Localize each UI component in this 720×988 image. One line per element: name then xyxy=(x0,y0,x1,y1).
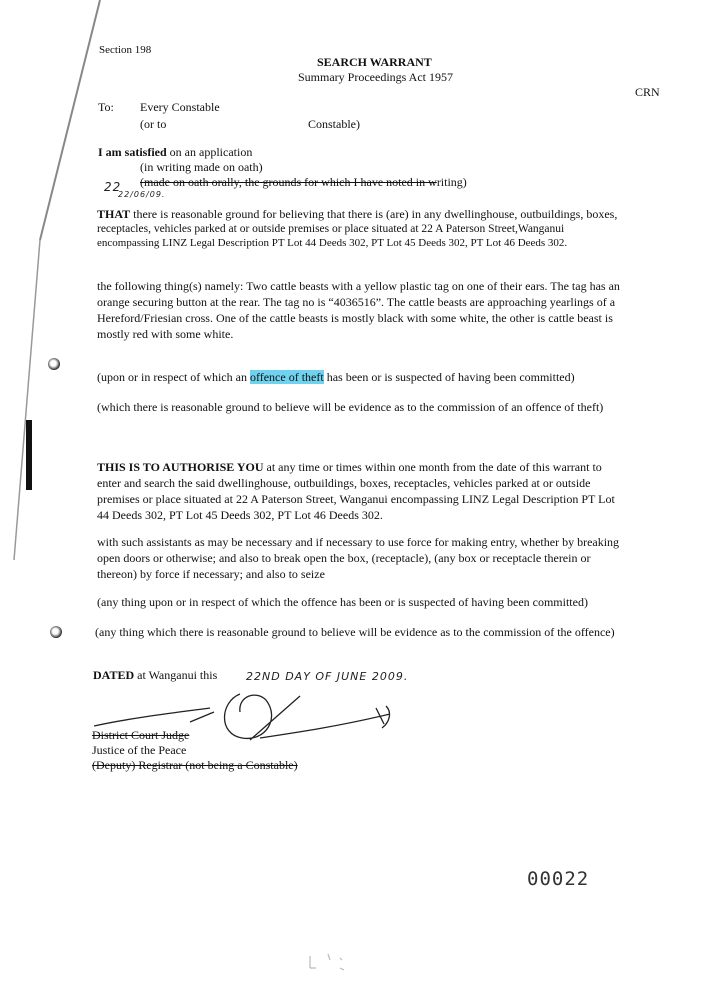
satisfied-option-orally xyxy=(140,174,467,190)
handwritten-date: 22ND DAY OF JUNE 2009. xyxy=(246,670,409,683)
authorise-line2: enter and search the said dwellinghouse, outbuildings, boxes, receptacles, vehicles parked at or outside xyxy=(97,476,591,490)
authorise-line4: 44 Deeds 302, PT Lot 45 Deeds 302, PT Lot 46 Deeds 302. xyxy=(97,508,383,522)
to-line2b: Constable) xyxy=(308,117,360,131)
signatory-jp: Justice of the Peace xyxy=(92,743,187,757)
handwritten-initials-date: 22/06/09. xyxy=(118,190,166,199)
page-title: SEARCH WARRANT xyxy=(317,55,432,69)
authorise-line1 xyxy=(97,459,602,475)
assistants-line2: open doors or otherwise; and also to break open the box, (receptacle), (any box or receptacle therein or xyxy=(97,551,591,565)
authorise-bold: THIS IS TO AUTHORISE YOU xyxy=(97,460,264,474)
struck-text: (made on oath orally, the grounds for which I have noted in w xyxy=(140,175,437,189)
that-text: there is reasonable ground for believing that there is (are) in any dwellinghouse, outbuildings, boxes, xyxy=(130,207,618,221)
seize-line2: (any thing which there is reasonable ground to believe will be evidence as to the commission of the offence) xyxy=(95,625,615,639)
that-line2: receptacles, vehicles parked at or outside premises or place situated at 22 A Paterson Street,Wanganui xyxy=(97,223,565,235)
struck-tail: riting) xyxy=(436,175,467,189)
satisfied-rest: on an application xyxy=(166,145,253,159)
things-line4: mostly red with some white. xyxy=(97,327,234,341)
things-line3: Hereford/Friesian cross. One of the cattle beasts is mostly black with some white, the other is cattle beast is xyxy=(97,311,613,325)
satisfied-bold: I am satisfied xyxy=(98,145,167,159)
page-number: 00022 xyxy=(527,868,590,890)
offence-line xyxy=(97,369,575,385)
handwritten-initials: 22 xyxy=(104,180,122,194)
crn-label: CRN xyxy=(635,85,660,99)
to-label: To: xyxy=(98,100,114,114)
seize-line1: (any thing upon or in respect of which the offence has been or is suspected of having been committed) xyxy=(97,595,588,609)
offence-highlight: offence of theft xyxy=(249,370,324,384)
to-line2a: (or to xyxy=(140,117,167,131)
that-bold: THAT xyxy=(97,207,131,221)
punch-hole xyxy=(48,358,60,370)
signatory-judge: District Court Judge xyxy=(92,728,190,742)
scan-specks xyxy=(300,948,360,978)
authorise-text: at any time or times within one month from the date of this warrant to xyxy=(263,460,602,474)
things-line2: orange securing button at the rear. The tag no is “4036516”. The cattle beasts are approaching yearlings of a xyxy=(97,295,616,309)
things-line1: the following thing(s) namely: Two cattle beasts with a yellow plastic tag on one of their ears. The tag has an xyxy=(97,279,620,293)
punch-hole xyxy=(50,626,62,638)
to-line1: Every Constable xyxy=(140,100,220,114)
assistants-line3: thereon) by force if necessary; and also to seize xyxy=(97,567,325,581)
offence-post: has been or is suspected of having been committed) xyxy=(323,370,575,384)
that-line3: encompassing LINZ Legal Description PT Lot 44 Deeds 302, PT Lot 45 Deeds 302, PT Lot 46 Deeds 302. xyxy=(97,237,568,249)
dated-rest: at Wanganui this xyxy=(134,668,218,682)
dated-bold: DATED xyxy=(93,668,135,682)
evidence-line: (which there is reasonable ground to believe will be evidence as to the commission of an offence of theft) xyxy=(97,400,604,414)
offence-pre: (upon or in respect of which an xyxy=(97,370,250,384)
assistants-line1: with such assistants as may be necessary and if necessary to use force for making entry, whether by breaking xyxy=(97,535,620,549)
section-label: Section 198 xyxy=(99,44,152,56)
satisfied-line xyxy=(98,144,252,160)
satisfied-option-writing: (in writing made on oath) xyxy=(140,160,263,174)
that-line1 xyxy=(97,206,617,222)
page-subtitle: Summary Proceedings Act 1957 xyxy=(298,70,453,84)
dated-line xyxy=(93,667,217,683)
authorise-line3: premises or place situated at 22 A Paterson Street, Wanganui encompassing LINZ Legal Description PT Lot xyxy=(97,492,615,506)
signatory-registrar: (Deputy) Registrar (not being a Constable) xyxy=(92,758,298,772)
